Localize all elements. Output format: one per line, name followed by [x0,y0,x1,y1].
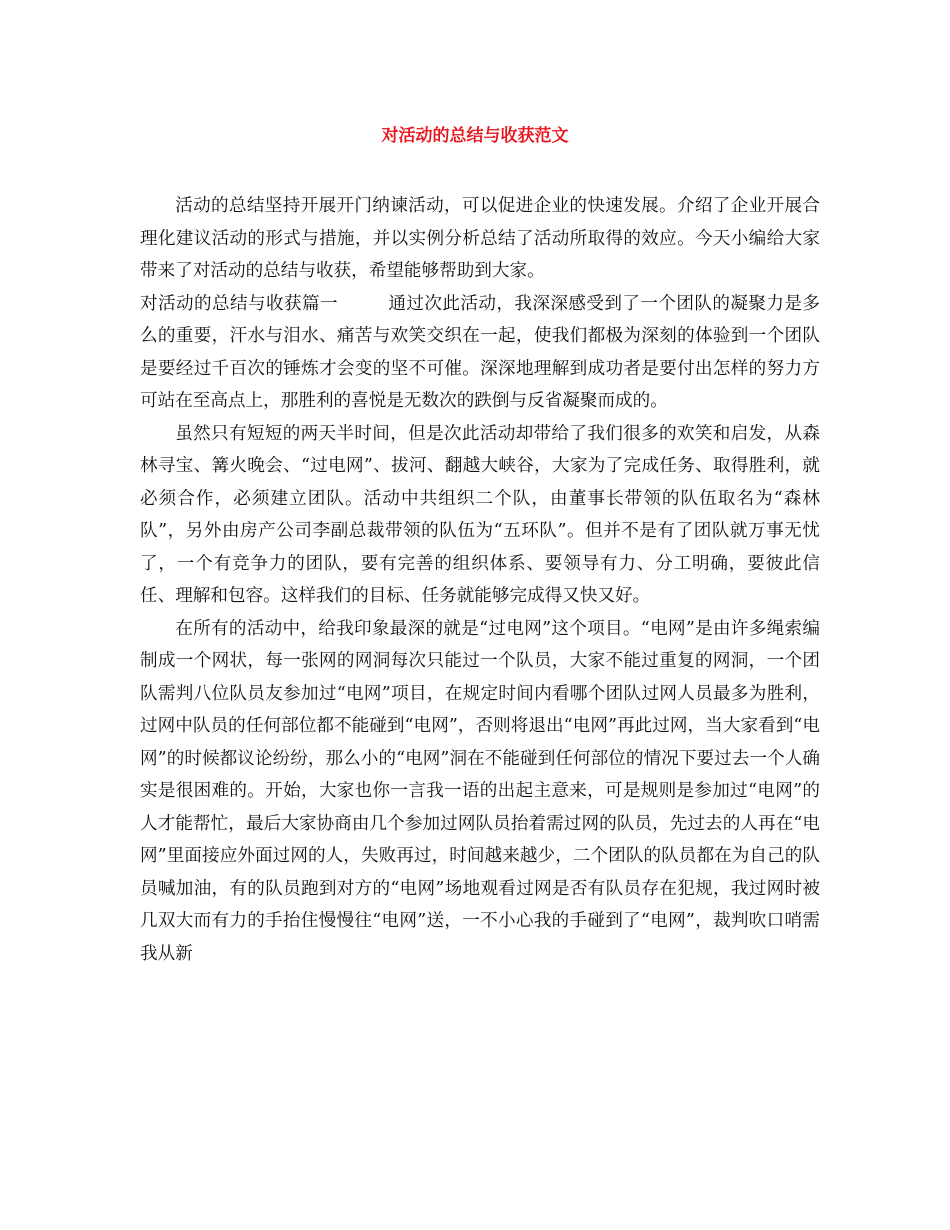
paragraph-1: 通过次此活动，我深深感受到了一个团队的凝聚力是多么的重要，汗水与泪水、痛苦与欢笑交织在一起，使我们都极为深刻的体验到一个团队是要经过千百次的锤炼才会变的坚不可催。深深地理解到成功者是要付出怎样的努力方可站在至高点上，那胜利的喜悦是无数次的跌倒与反省凝聚而成的。 [140,293,820,411]
paragraph-3: 在所有的活动中，给我印象最深的就是“过电网”这个项目。“电网”是由许多绳索编制成一个网状，每一张网的网洞每次只能过一个队员，大家不能过重复的网洞，一个团队需判八位队员友参加过“电网”项目，在规定时间内看哪个团队过网人员最多为胜利，过网中队员的任何部位都不能碰到“电网”，否则将退出“电网”再此过网，当大家看到“电网”的时候都议论纷纷，那么小的“电网”洞在不能碰到任何部位的情况下要过去一个人确实是很困难的。开始，大家也你一言我一语的出起主意来，可是规则是参加过“电网”的人才能帮忙，最后大家协商由几个参加过网队员抬着需过网的队员，先过去的人再在“电网”里面接应外面过网的人，失败再过，时间越来越少，二个团队的队员都在为自己的队员喊加油，有的队员跑到对方的“电网”场地观看过网是否有队员存在犯规，我过网时被几双大而有力的手抬住慢慢往“电网”送，一不小心我的手碰到了“电网”，裁判吹口哨需我从新 [140,618,820,964]
section-heading: 对活动的总结与收获篇一 [140,293,338,314]
document-body [140,190,820,970]
intro-paragraph: 活动的总结坚持开展开门纳谏活动，可以促进企业的快速发展。介绍了企业开展合理化建议活动的形式与措施，并以实例分析总结了活动所取得的效应。今天小编给大家带来了对活动的总结与收获，希望能够帮助到大家。 [140,196,820,281]
paragraph-2: 虽然只有短短的两天半时间，但是次此活动却带给了我们很多的欢笑和启发，从森林寻宝、篝火晚会、“过电网”、拔河、翻越大峡谷，大家为了完成任务、取得胜利，就必须合作，必须建立团队。活动中共组织二个队，由董事长带领的队伍取名为“森林队”，另外由房产公司李副总裁带领的队伍为“五环队”。但并不是有了团队就万事无忧了，一个有竞争力的团队，要有完善的组织体系、要领导有力、分工明确，要彼此信任、理解和包容。这样我们的目标、任务就能够完成得又快又好。 [140,423,820,606]
section-first-paragraph [140,288,820,418]
document-title: 对活动的总结与收获范文 [381,126,569,146]
